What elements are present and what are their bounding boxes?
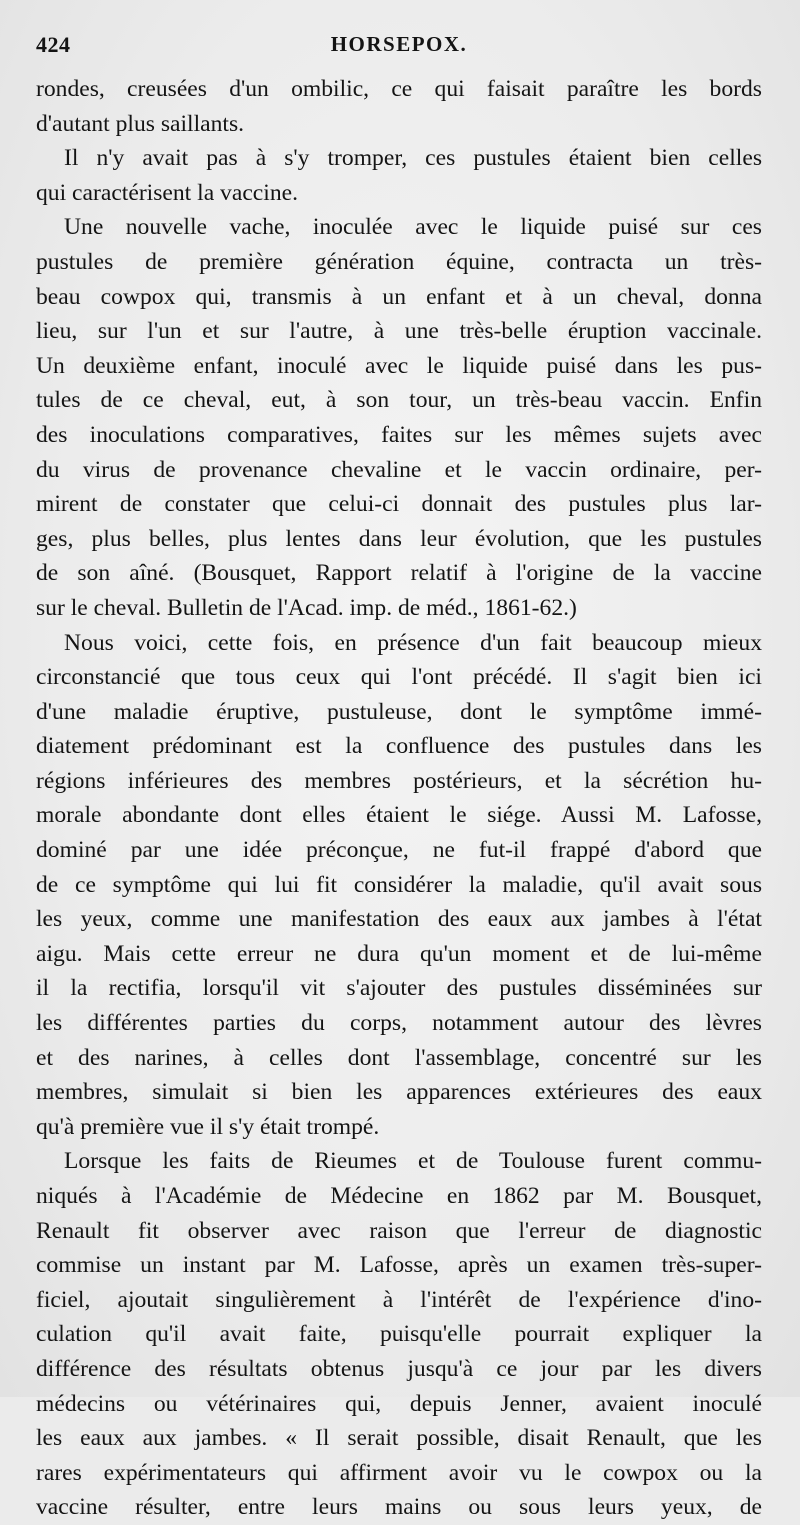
text-line: mirent de constater que celui-ci donnait des pustules plus lar- — [36, 491, 762, 518]
text-line: les différentes parties du corps, notamment autour des lèvres — [36, 1010, 762, 1037]
text-line: différence des résultats obtenus jusqu'à ce jour par les divers — [36, 1355, 762, 1382]
text-line: ges, plus belles, plus lentes dans leur évolution, que les pustules — [36, 525, 762, 552]
text-line: Nous voici, cette fois, en présence d'un fait beaucoup mieux — [64, 629, 762, 656]
text-line: aigu. Mais cette erreur ne dura qu'un moment et de lui-même — [36, 940, 762, 967]
paragraph — [36, 626, 762, 1145]
text-line: membres, simulait si bien les apparences extérieures des eaux — [36, 1079, 762, 1106]
paragraph — [36, 210, 762, 625]
text-line: ficiel, ajoutait singulièrement à l'intérêt de l'expérience d'ino- — [36, 1286, 762, 1313]
text-line: Une nouvelle vache, inoculée avec le liquide puisé sur ces — [64, 214, 762, 241]
text-line: qu'à première vue il s'y était trompé. — [36, 1113, 380, 1140]
text-line: qui caractérisent la vaccine. — [36, 179, 298, 206]
text-line: des inoculations comparatives, faites sur les mêmes sujets avec — [36, 421, 762, 448]
text-line: morale abondante dont elles étaient le siége. Aussi M. Lafosse, — [36, 802, 762, 829]
text-line: circonstancié que tous ceux qui l'ont précédé. Il s'agit bien ici — [36, 664, 762, 691]
body-text — [36, 72, 762, 1525]
text-line: du virus de provenance chevaline et le vaccin ordinaire, per- — [36, 456, 762, 483]
text-line: Il n'y avait pas à s'y tromper, ces pustules étaient bien celles — [64, 145, 762, 172]
text-line: dominé par une idée préconçue, ne fut-il frappé d'abord que — [36, 837, 762, 864]
text-line: il la rectifia, lorsqu'il vit s'ajouter des pustules disséminées sur — [36, 975, 762, 1002]
text-line: d'autant plus saillants. — [36, 110, 245, 137]
text-line: les yeux, comme une manifestation des eaux aux jambes à l'état — [36, 906, 762, 933]
text-line: régions inférieures des membres postérieurs, et la sécrétion hu- — [36, 767, 762, 794]
running-head — [36, 32, 762, 66]
running-title: HORSEPOX. — [330, 32, 468, 56]
text-line: Lorsque les faits de Rieumes et de Toulouse furent commu- — [64, 1148, 762, 1175]
text-line: les eaux aux jambes. « Il serait possible, disait Renault, que les — [36, 1425, 762, 1452]
text-line: sur le cheval. Bulletin de l'Acad. imp. de méd., 1861-62.) — [36, 594, 577, 621]
text-line: rondes, creusées d'un ombilic, ce qui faisait paraître les bords — [36, 76, 762, 102]
text-line: pustules de première génération équine, contracta un très- — [36, 248, 762, 275]
text-line: lieu, sur l'un et sur l'autre, à une très-belle éruption vaccinale. — [36, 318, 762, 345]
text-line: médecins ou vétérinaires qui, depuis Jenner, avaient inoculé — [36, 1390, 762, 1417]
text-line: diatement prédominant est la confluence des pustules dans les — [36, 733, 762, 760]
paragraph — [36, 1144, 762, 1525]
text-line: beau cowpox qui, transmis à un enfant et à un cheval, donna — [36, 283, 762, 310]
text-line: Renault fit observer avec raison que l'erreur de diagnostic — [36, 1217, 762, 1244]
paragraph — [36, 141, 762, 210]
text-line: culation qu'il avait faite, puisqu'elle pourrait expliquer la — [36, 1321, 762, 1348]
text-line: rares expérimentateurs qui affirment avoir vu le cowpox ou la — [36, 1459, 762, 1486]
text-line: commise un instant par M. Lafosse, après un examen très-super- — [36, 1252, 762, 1279]
text-line: d'une maladie éruptive, pustuleuse, dont le symptôme immé- — [36, 698, 762, 725]
paragraph — [36, 72, 762, 141]
page-number: 424 — [36, 32, 71, 57]
text-line: de son aîné. (Bousquet, Rapport relatif à l'origine de la vaccine — [36, 560, 762, 587]
text-line: tules de ce cheval, eut, à son tour, un très-beau vaccin. Enfin — [36, 387, 762, 414]
text-line: et des narines, à celles dont l'assemblage, concentré sur les — [36, 1044, 762, 1071]
text-line: vaccine résulter, entre leurs mains ou sous leurs yeux, de — [36, 1494, 762, 1521]
text-line: niqués à l'Académie de Médecine en 1862 par M. Bousquet, — [36, 1183, 762, 1209]
text-line: de ce symptôme qui lui fit considérer la maladie, qu'il avait sous — [36, 871, 762, 898]
text-line: Un deuxième enfant, inoculé avec le liquide puisé dans les pus- — [36, 352, 762, 379]
